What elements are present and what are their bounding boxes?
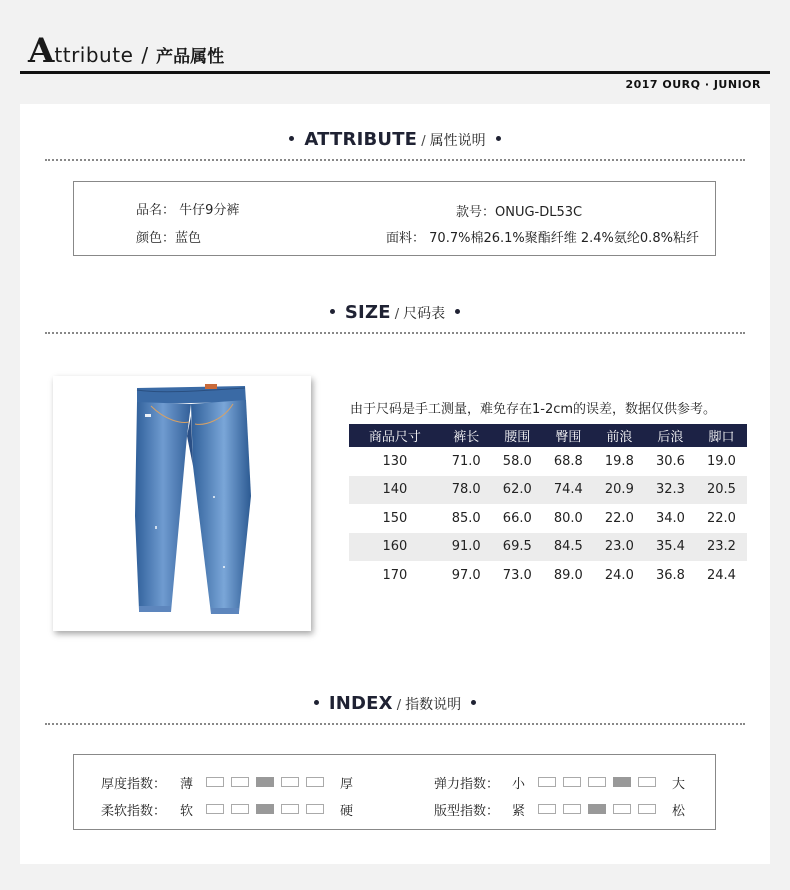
index-heading: [20, 693, 770, 714]
attribute-heading: [20, 129, 770, 150]
size-table: [349, 424, 747, 590]
index-cell: [306, 804, 324, 814]
heading-slash: /: [394, 307, 400, 322]
table-cell: 36.8: [655, 567, 685, 583]
table-cell: 62.0: [492, 476, 543, 505]
index-cell-active: [613, 777, 631, 787]
elasticity-scale: [538, 777, 656, 787]
table-cell: 34.0: [655, 510, 685, 526]
brand-tag: 2017 OURQ · JUNIOR: [625, 78, 761, 91]
index-cell: [206, 777, 224, 787]
softness-low: 软: [180, 804, 194, 819]
table-cell: 170: [382, 567, 408, 583]
table-cell: 58.0: [502, 453, 532, 469]
attribute-box: [73, 181, 716, 256]
table-cell: 32.3: [645, 476, 696, 505]
table-cell: 84.5: [543, 533, 594, 562]
index-cell-active: [588, 804, 606, 814]
table-cell: 130: [382, 453, 408, 469]
index-cell-active: [256, 804, 274, 814]
table-cell: 71.0: [451, 453, 481, 469]
index-cell-active: [256, 777, 274, 787]
index-cell: [206, 804, 224, 814]
heading-cn: 尺码表: [403, 306, 446, 322]
jeans-illustration: [53, 376, 311, 631]
fabric-value: 70.7%棉26.1%聚酯纤维 2.4%氨纶0.8%粘纤: [429, 231, 699, 246]
heading-slash: /: [421, 134, 426, 149]
bullet-dot: [330, 309, 335, 314]
model-value: ONUG-DL53C: [495, 205, 583, 220]
softness-scale: [206, 804, 324, 814]
table-cell: 73.0: [502, 567, 532, 583]
table-cell: 19.8: [604, 453, 634, 469]
column-header: 裤长: [441, 424, 492, 447]
table-cell: 20.9: [594, 476, 645, 505]
table-cell: 24.4: [706, 567, 736, 583]
model-row: [456, 201, 582, 220]
index-cell: [281, 777, 299, 787]
index-cell: [638, 804, 656, 814]
heading-en: SIZE: [344, 302, 391, 323]
table-cell: 24.0: [604, 567, 634, 583]
index-cell: [231, 777, 249, 787]
fit-scale: [538, 804, 656, 814]
dotted-divider: [45, 159, 745, 161]
table-cell: 22.0: [604, 510, 634, 526]
color-row: [136, 227, 201, 246]
heading-en: ATTRIBUTE: [304, 129, 418, 150]
product-photo: [53, 376, 311, 631]
table-cell: 91.0: [441, 533, 492, 562]
column-header: 臀围: [543, 424, 594, 447]
fabric-label: 面料：: [386, 231, 426, 246]
table-cell: 80.0: [553, 510, 583, 526]
table-cell: 30.6: [655, 453, 685, 469]
index-cell: [281, 804, 299, 814]
size-disclaimer: 由于尺码是手工测量，难免存在1-2cm的误差，数据仅供参考。: [350, 402, 717, 417]
fit-high: 松: [672, 804, 686, 819]
table-cell: 19.0: [706, 453, 736, 469]
table-row: [349, 504, 747, 533]
column-header: 脚口: [696, 424, 747, 447]
heading-slash: /: [396, 698, 402, 713]
table-row: [349, 561, 747, 590]
table-cell: 160: [349, 533, 441, 562]
dotted-divider: [45, 723, 745, 725]
index-cell: [538, 777, 556, 787]
bullet-dot: [471, 700, 476, 705]
thickness-scale: [206, 777, 324, 787]
heading-en: INDEX: [328, 693, 393, 714]
index-cell: [613, 804, 631, 814]
name-label: 品名：: [136, 203, 176, 218]
elasticity-label: 弹力指数：: [434, 777, 500, 792]
heading-cn: 指数说明: [405, 697, 462, 713]
column-header: 腰围: [492, 424, 543, 447]
table-row: [349, 447, 747, 476]
title-slash: /: [141, 43, 149, 67]
elasticity-low: 小: [512, 777, 526, 792]
fit-label: 版型指数：: [434, 804, 500, 819]
table-cell: 23.2: [696, 533, 747, 562]
heading-cn: 属性说明: [429, 133, 486, 149]
index-cell: [638, 777, 656, 787]
color-label: 颜色：: [136, 231, 176, 246]
index-cell: [563, 804, 581, 814]
name-row: [136, 199, 239, 218]
softness-label: 柔软指数：: [101, 804, 167, 819]
table-row: [349, 476, 747, 505]
index-cell: [588, 777, 606, 787]
index-cell: [231, 804, 249, 814]
name-value: 牛仔9分裤: [179, 203, 240, 218]
index-cell: [306, 777, 324, 787]
table-cell: 23.0: [594, 533, 645, 562]
table-cell: 97.0: [451, 567, 481, 583]
fabric-row: [386, 227, 699, 246]
table-cell: 89.0: [553, 567, 583, 583]
table-cell: 78.0: [441, 476, 492, 505]
column-header: 商品尺寸: [349, 424, 441, 447]
header-rule: [20, 71, 770, 74]
fit-low: 紧: [512, 804, 526, 819]
color-value: 蓝色: [175, 231, 202, 246]
table-cell: 150: [382, 510, 408, 526]
thickness-low: 薄: [180, 777, 194, 792]
elasticity-high: 大: [672, 777, 686, 792]
table-cell: 69.5: [492, 533, 543, 562]
table-cell: 35.4: [645, 533, 696, 562]
bullet-dot: [289, 136, 294, 141]
title-rest: ttribute: [54, 43, 134, 67]
table-cell: 74.4: [543, 476, 594, 505]
model-label: 款号：: [456, 205, 496, 220]
title-chinese: 产品属性: [156, 47, 225, 67]
bullet-dot: [496, 136, 501, 141]
table-header-row: [349, 424, 747, 447]
title-initial: A: [28, 31, 55, 71]
thickness-label: 厚度指数：: [101, 777, 167, 792]
column-header: 后浪: [645, 424, 696, 447]
table-cell: 85.0: [451, 510, 481, 526]
table-cell: 68.8: [553, 453, 583, 469]
page-title: [28, 31, 225, 71]
bullet-dot: [314, 700, 319, 705]
bullet-dot: [455, 309, 460, 314]
index-cell: [538, 804, 556, 814]
softness-high: 硬: [340, 804, 354, 819]
thickness-high: 厚: [340, 777, 354, 792]
size-heading: [20, 302, 770, 323]
column-header: 前浪: [594, 424, 645, 447]
table-cell: 66.0: [502, 510, 532, 526]
index-cell: [563, 777, 581, 787]
table-cell: 22.0: [706, 510, 736, 526]
index-box: [73, 754, 716, 830]
table-cell: 20.5: [696, 476, 747, 505]
table-cell: 140: [349, 476, 441, 505]
table-row: [349, 533, 747, 562]
dotted-divider: [45, 332, 745, 334]
